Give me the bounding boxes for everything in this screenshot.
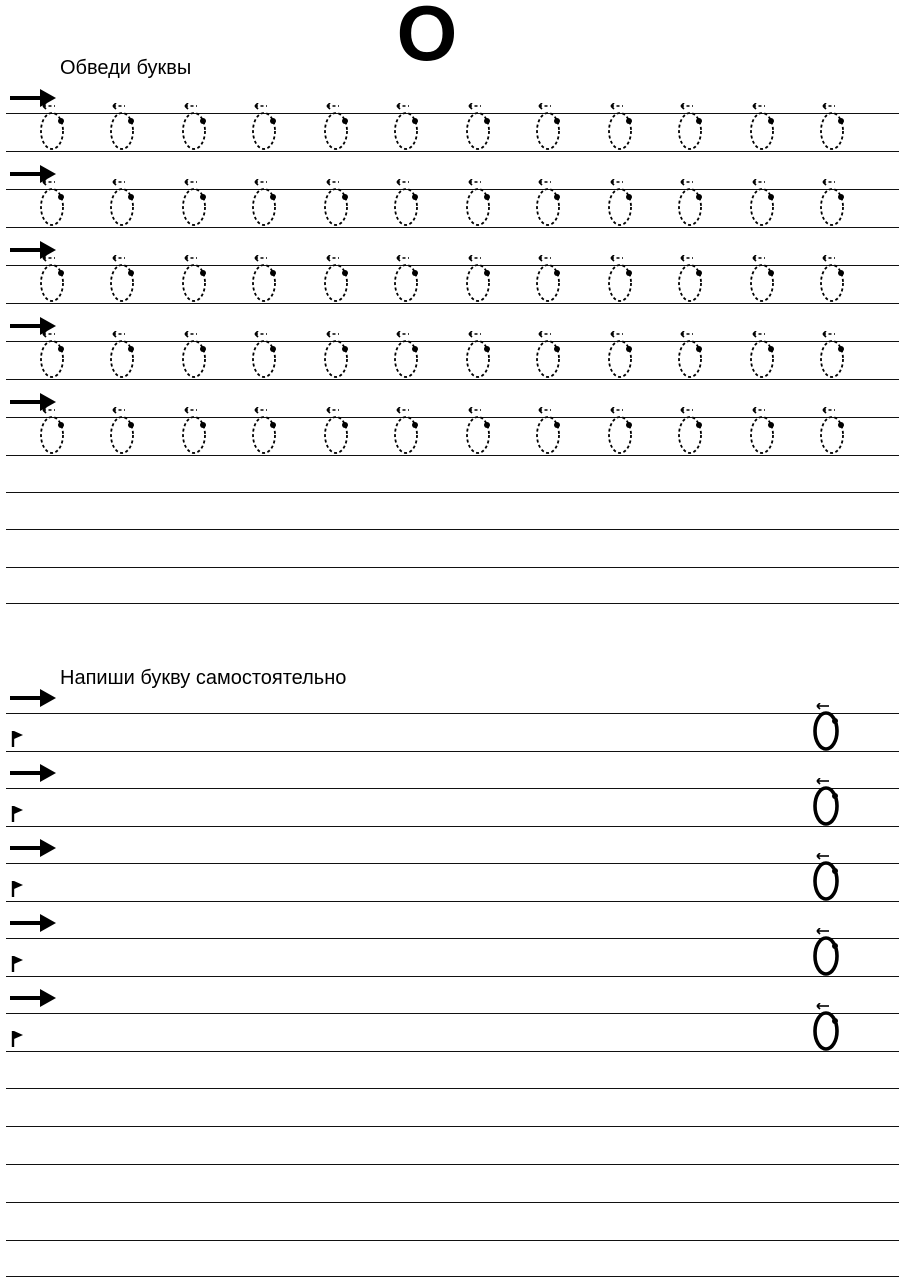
sample-letter-o <box>810 928 850 980</box>
blank-ruling-line <box>6 1088 899 1089</box>
dotted-letter-o <box>462 331 496 383</box>
blank-ruling-line <box>6 492 899 493</box>
write-row <box>0 788 903 828</box>
flag-icon <box>10 730 26 748</box>
dotted-letter-o <box>746 255 780 307</box>
dotted-letter-o <box>248 103 282 155</box>
flag-icon <box>10 1030 26 1048</box>
trace-row <box>0 265 903 305</box>
dotted-letter-o <box>106 255 140 307</box>
ruling-line-top <box>6 713 899 714</box>
dotted-letter-o <box>674 255 708 307</box>
dotted-letter-o <box>178 255 212 307</box>
ruling-line-top <box>6 863 899 864</box>
dotted-letter-o <box>532 255 566 307</box>
dotted-letter-o <box>816 407 850 459</box>
sample-letter-o <box>810 778 850 830</box>
arrow-right-icon <box>8 687 58 709</box>
dotted-letter-o <box>390 331 424 383</box>
blank-ruling-line <box>6 567 899 568</box>
write-row <box>0 1013 903 1053</box>
dotted-letter-o <box>816 331 850 383</box>
dotted-letter-o <box>390 255 424 307</box>
flag-icon <box>10 805 26 823</box>
blank-ruling-line <box>6 603 899 604</box>
dotted-letter-o <box>674 407 708 459</box>
dotted-letter-o <box>604 331 638 383</box>
dotted-letter-o <box>390 407 424 459</box>
trace-row <box>0 341 903 381</box>
dotted-letter-o <box>248 331 282 383</box>
dotted-letter-o <box>320 179 354 231</box>
blank-ruling-line <box>6 1164 899 1165</box>
arrow-right-icon <box>8 837 58 859</box>
dotted-letter-o <box>36 407 70 459</box>
sample-letter-o <box>810 1003 850 1055</box>
write-instruction: Напиши букву самостоятельно <box>60 667 347 689</box>
dotted-letter-o <box>36 103 70 155</box>
dotted-letter-o <box>106 179 140 231</box>
dotted-letter-o <box>178 407 212 459</box>
dotted-letter-o <box>674 331 708 383</box>
dotted-letter-o <box>816 179 850 231</box>
trace-row <box>0 113 903 153</box>
dotted-letter-o <box>532 179 566 231</box>
blank-ruling-line <box>6 529 899 530</box>
dotted-letter-o <box>248 407 282 459</box>
write-row <box>0 863 903 903</box>
ruling-line-bottom <box>6 1051 899 1052</box>
dotted-letter-o <box>746 103 780 155</box>
trace-row <box>0 417 903 457</box>
dotted-letter-o <box>816 103 850 155</box>
dotted-letter-o <box>462 255 496 307</box>
dotted-letter-o <box>604 407 638 459</box>
dotted-letter-o <box>178 331 212 383</box>
dotted-letter-o <box>604 255 638 307</box>
dotted-letter-o <box>532 103 566 155</box>
flag-icon <box>10 955 26 973</box>
ruling-line-top <box>6 788 899 789</box>
dotted-letter-o <box>320 103 354 155</box>
arrow-right-icon <box>8 912 58 934</box>
dotted-letter-o <box>604 103 638 155</box>
blank-ruling-line <box>6 1202 899 1203</box>
blank-ruling-line <box>6 1240 899 1241</box>
dotted-letter-o <box>248 179 282 231</box>
dotted-letter-o <box>320 255 354 307</box>
ruling-line-bottom <box>6 751 899 752</box>
dotted-letter-o <box>816 255 850 307</box>
dotted-letter-o <box>106 103 140 155</box>
ruling-line-bottom <box>6 901 899 902</box>
page-title-letter: О <box>396 0 458 77</box>
flag-icon <box>10 880 26 898</box>
ruling-line-top <box>6 1013 899 1014</box>
arrow-right-icon <box>8 987 58 1009</box>
ruling-line-top <box>6 938 899 939</box>
blank-ruling-line <box>6 1126 899 1127</box>
write-row <box>0 938 903 978</box>
dotted-letter-o <box>674 179 708 231</box>
dotted-letter-o <box>36 255 70 307</box>
blank-ruling-line <box>6 1276 899 1277</box>
dotted-letter-o <box>320 331 354 383</box>
dotted-letter-o <box>462 407 496 459</box>
ruling-line-bottom <box>6 826 899 827</box>
dotted-letter-o <box>462 179 496 231</box>
dotted-letter-o <box>106 407 140 459</box>
dotted-letter-o <box>36 179 70 231</box>
write-row <box>0 713 903 753</box>
dotted-letter-o <box>106 331 140 383</box>
dotted-letter-o <box>462 103 496 155</box>
trace-row <box>0 189 903 229</box>
dotted-letter-o <box>36 331 70 383</box>
dotted-letter-o <box>532 331 566 383</box>
dotted-letter-o <box>248 255 282 307</box>
dotted-letter-o <box>178 179 212 231</box>
trace-instruction: Обведи буквы <box>60 57 192 79</box>
dotted-letter-o <box>746 331 780 383</box>
dotted-letter-o <box>746 179 780 231</box>
dotted-letter-o <box>178 103 212 155</box>
dotted-letter-o <box>604 179 638 231</box>
arrow-right-icon <box>8 762 58 784</box>
dotted-letter-o <box>390 103 424 155</box>
ruling-line-bottom <box>6 976 899 977</box>
sample-letter-o <box>810 853 850 905</box>
sample-letter-o <box>810 703 850 755</box>
dotted-letter-o <box>390 179 424 231</box>
dotted-letter-o <box>746 407 780 459</box>
dotted-letter-o <box>674 103 708 155</box>
dotted-letter-o <box>532 407 566 459</box>
dotted-letter-o <box>320 407 354 459</box>
